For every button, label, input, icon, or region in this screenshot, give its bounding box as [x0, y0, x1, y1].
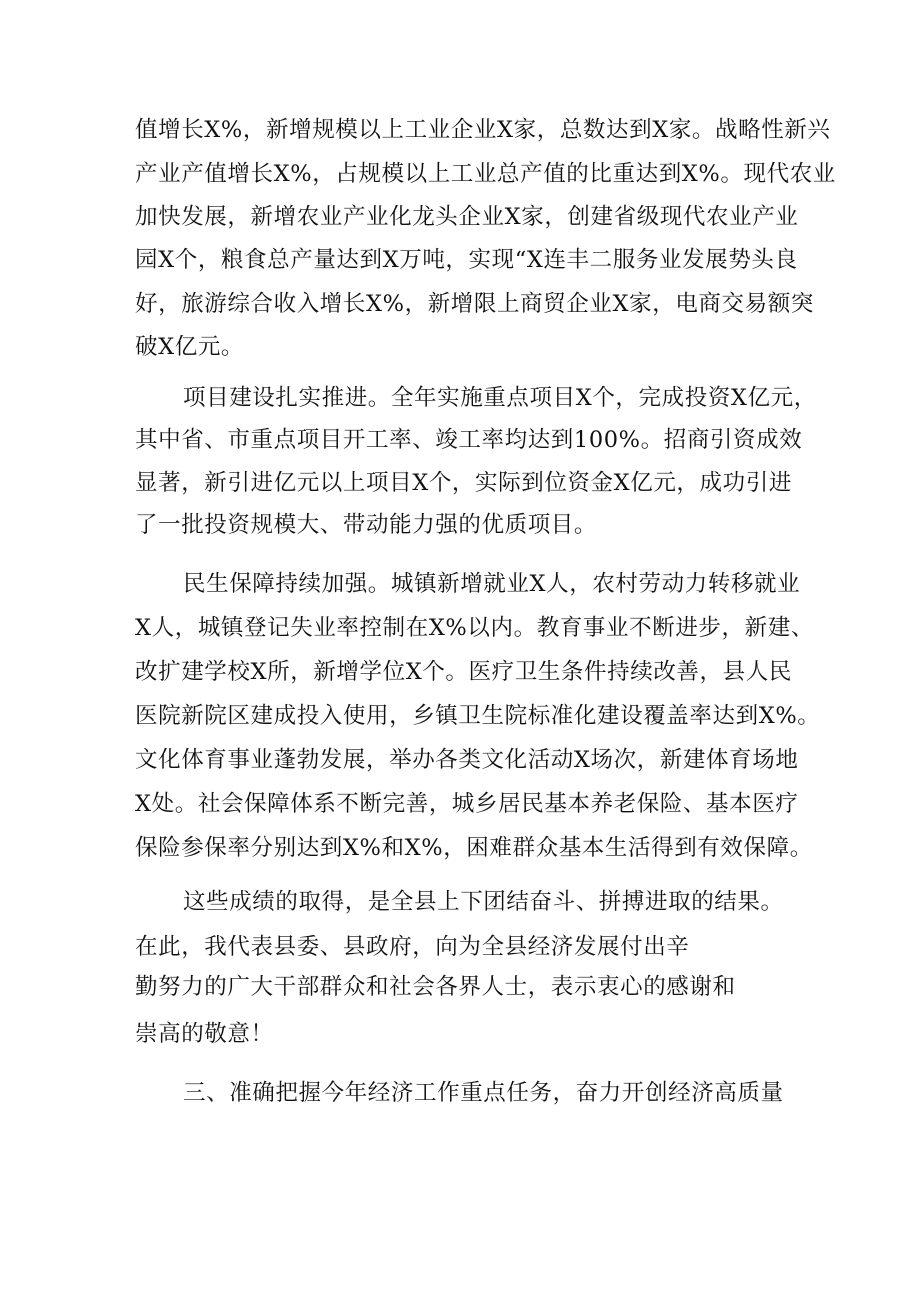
text-line: 了一批投资规模大、带动能力强的优质项目。	[135, 512, 598, 538]
text-line: 显著，新引进亿元以上项目X个，实际到位资金X亿元，成功引进	[135, 470, 792, 496]
text-line: 值增长X%，新增规模以上工业企业X家，总数达到X家。战略性新兴	[135, 117, 831, 143]
text-line: 文化体育事业蓬勃发展，举办各类文化活动X场次，新建体育场地	[135, 747, 799, 773]
text-line: 产业产值增长X%，占规模以上工业总产值的比重达到X%。现代农业	[135, 161, 836, 187]
text-line: 其中省、市重点项目开工率、竣工率均达到100%。招商引资成效	[135, 427, 803, 453]
paragraph-start-line: 民生保障持续加强。城镇新增就业X人，农村劳动力转移就业	[183, 571, 801, 597]
text-line: 在此，我代表县委、县政府，向为全县经济发展付出辛	[135, 934, 690, 960]
text-line: 破X亿元。	[135, 334, 245, 360]
text-line: 医院新院区建成投入使用，乡镇卫生院标准化建设覆盖率达到X%。	[135, 703, 821, 729]
text-line: X人，城镇登记失业率控制在X%以内。教育事业不断进步，新建、	[135, 615, 814, 641]
text-line: 改扩建学校X所，新增学位X个。医疗卫生条件持续改善，县人民	[135, 659, 792, 685]
paragraph-start-line: 这些成绩的取得，是全县上下团结奋斗、拼搏进取的结果。	[183, 889, 784, 915]
text-line: 保险参保率分别达到X%和X%，困难群众基本生活得到有效保障。	[135, 835, 813, 861]
text-line: 加快发展，新增农业产业化龙头企业X家，创建省级现代农业产业	[135, 204, 799, 230]
paragraph-start-line: 项目建设扎实推进。全年实施重点项目X个，完成投资X亿元，	[183, 385, 817, 411]
text-line: 好，旅游综合收入增长X%，新增限上商贸企业X家，电商交易额突	[135, 291, 814, 317]
text-line: X处。社会保障体系不断完善，城乡居民基本养老保险、基本医疗	[135, 791, 799, 817]
text-line: 园X个，粮食总产量达到X万吨，实现“X连丰二服务业发展势头良	[135, 247, 798, 273]
text-line: 崇高的敬意！	[135, 1021, 274, 1047]
text-line: 勤努力的广大干部群众和社会各界人士，表示衷心的感谢和	[135, 974, 736, 1000]
section-heading-line: 三、准确把握今年经济工作重点任务，奋力开创经济高质量	[183, 1080, 784, 1106]
